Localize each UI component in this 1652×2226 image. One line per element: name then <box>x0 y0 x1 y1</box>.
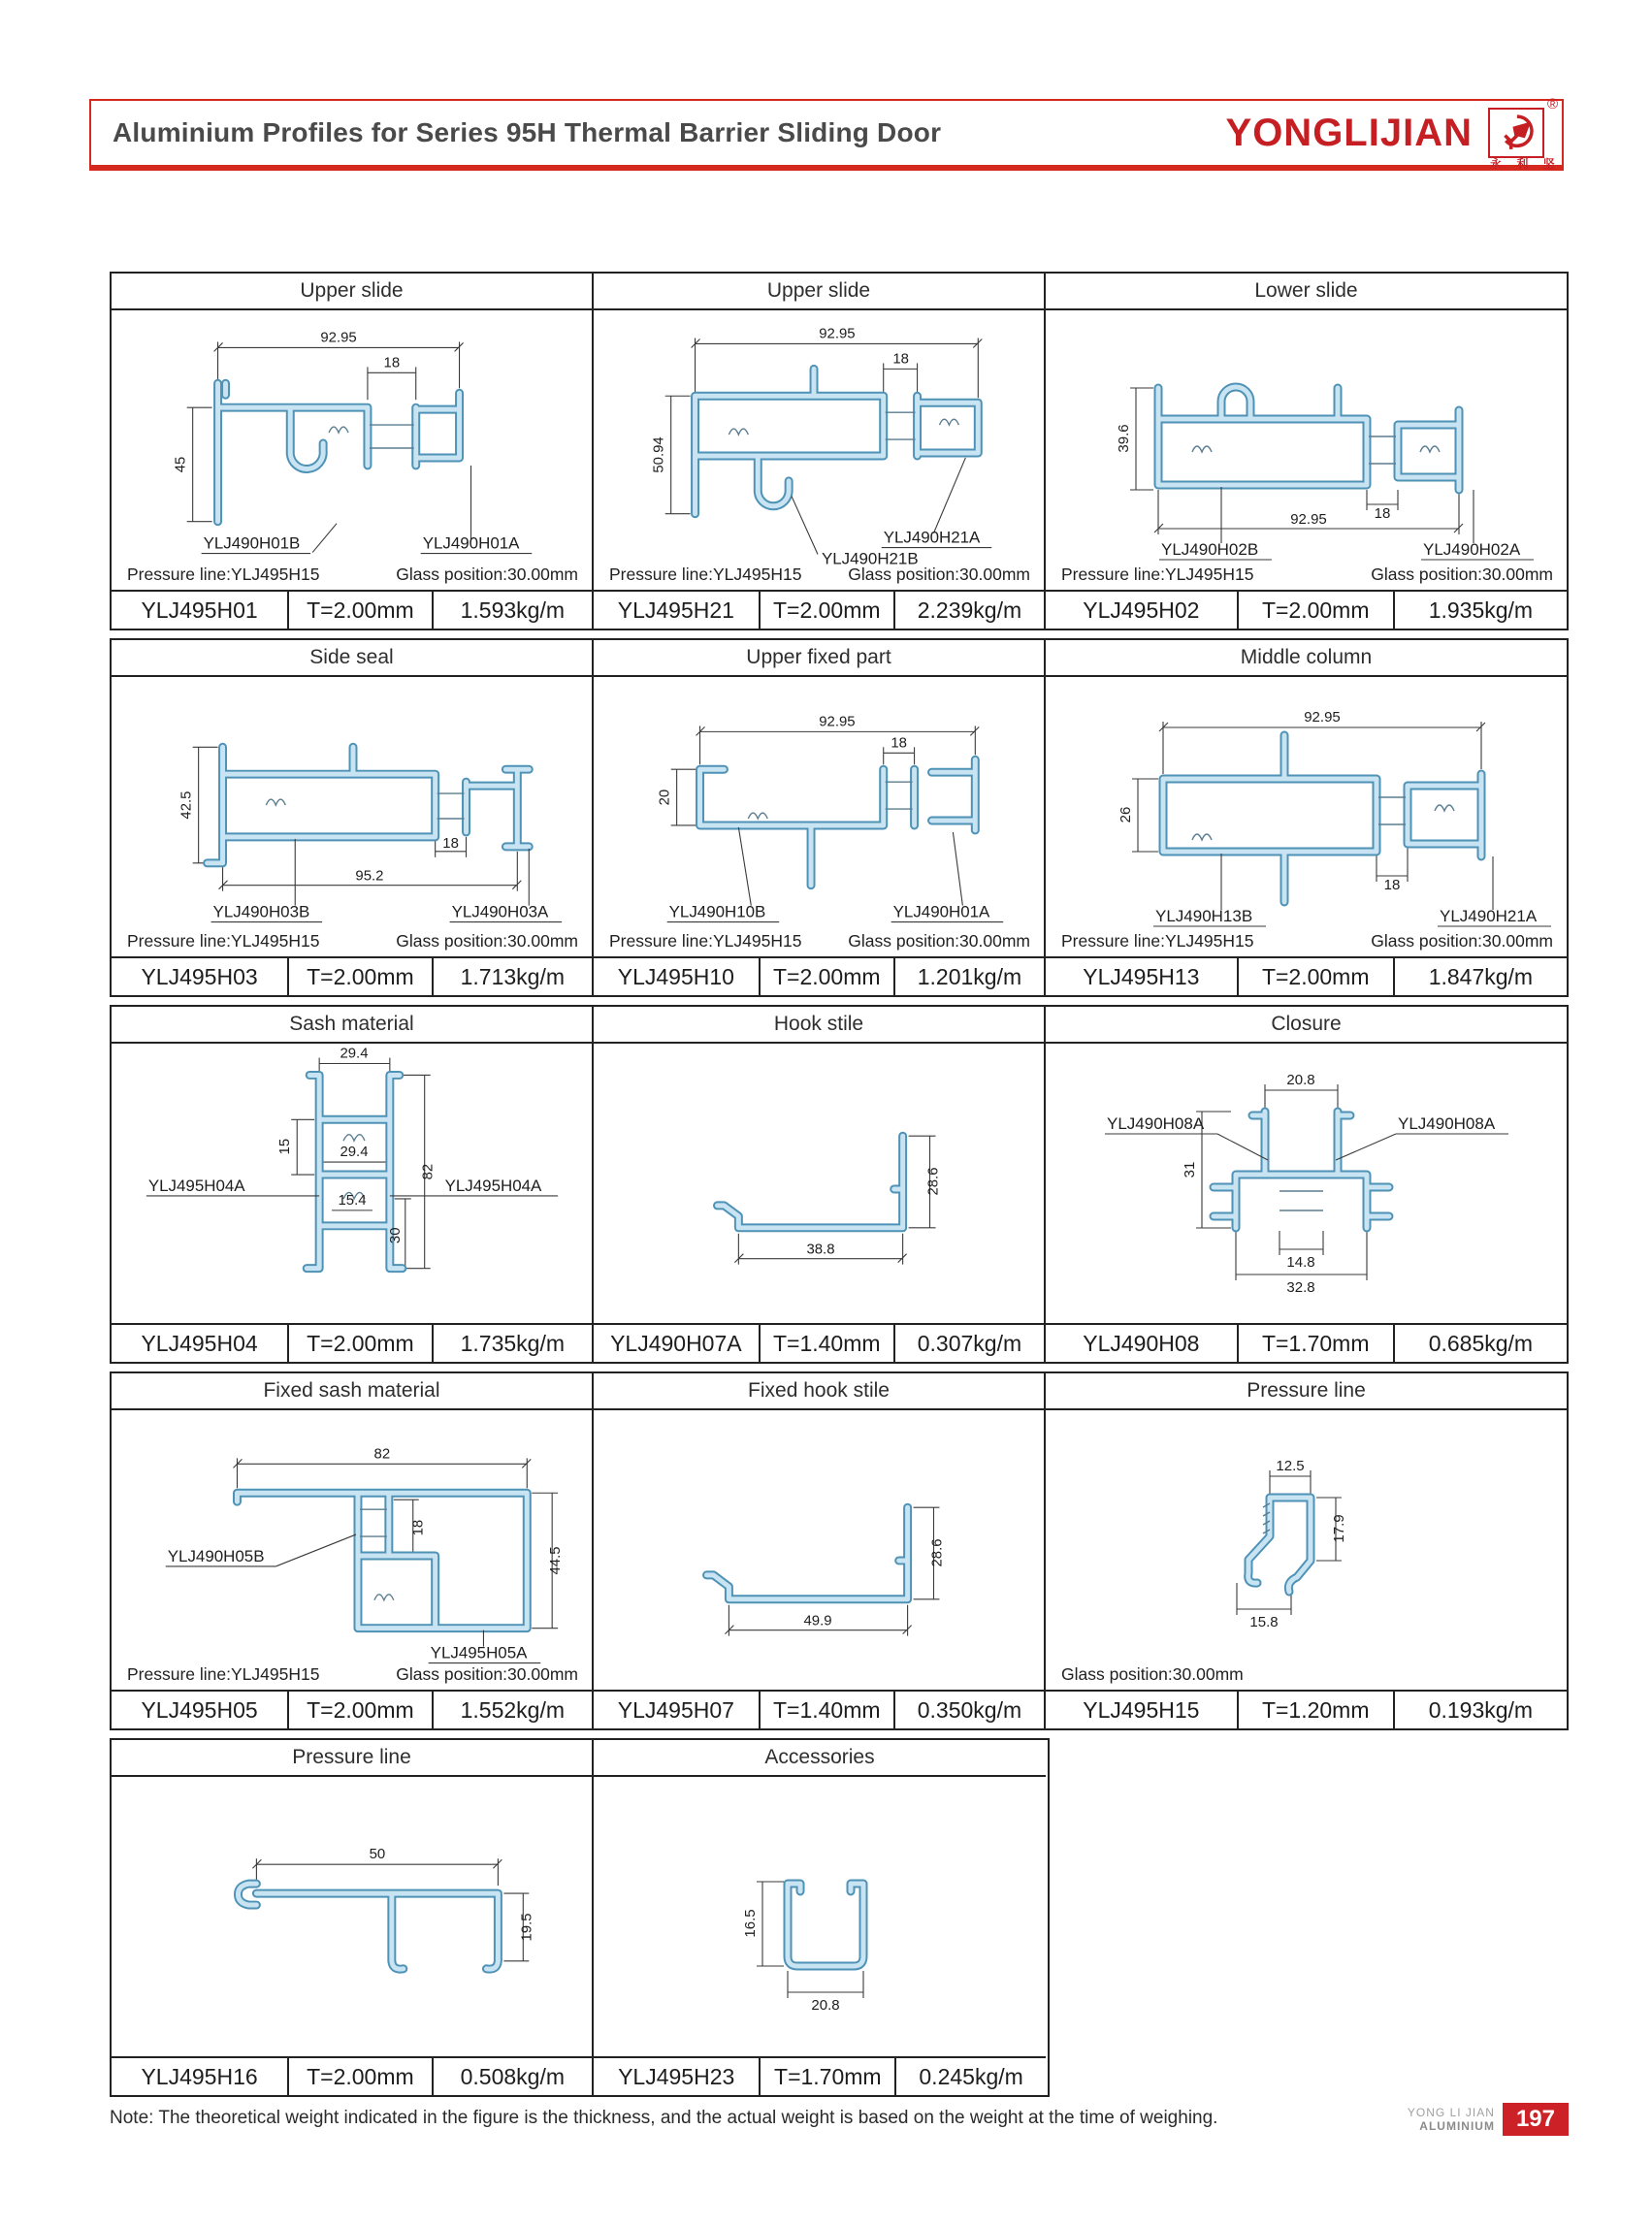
profile-thickness: T=1.70mm <box>1239 1325 1395 1362</box>
dim-gap: 18 <box>442 834 459 852</box>
dimension-lines <box>757 1882 863 1998</box>
glass-position-text: Glass position:30.00mm <box>396 565 578 584</box>
profile-weight: 0.685kg/m <box>1428 1330 1534 1356</box>
cell-title: Upper slide <box>112 274 592 310</box>
dimension-lines <box>1132 722 1485 882</box>
profile-drawing-pressure-line-h16 <box>112 1777 592 2056</box>
spec-row <box>594 1690 1044 1728</box>
cell-title: Lower slide <box>1046 274 1567 310</box>
footer-brand-line1: YONG LI JIAN <box>1407 2106 1495 2119</box>
dim-gap: 18 <box>1374 505 1391 522</box>
glass-position-text: Glass position:30.00mm <box>848 931 1030 951</box>
dim-height: 42.5 <box>178 790 195 820</box>
cell-drawing-area <box>112 1044 592 1323</box>
dim-inner: 15.4 <box>338 1191 367 1209</box>
profile-cell-ylj495h02 <box>1046 274 1567 629</box>
profile-shape <box>706 1507 907 1599</box>
dim-lower: 30 <box>386 1227 404 1244</box>
profile-thickness: T=2.00mm <box>289 1325 434 1362</box>
cell-title: Sash material <box>112 1007 592 1044</box>
page-title: Aluminium Profiles for Series 95H Thermal Barrier Sliding Door <box>113 117 942 147</box>
pressure-line-text: Pressure line:YLJ495H15 <box>609 931 802 951</box>
cell-notes <box>127 931 578 952</box>
pressure-line-text: Pressure line:YLJ495H15 <box>127 565 320 584</box>
dim-top: 12.5 <box>1276 1458 1305 1474</box>
page-header <box>89 96 1564 171</box>
glass-position-text: Glass position:30.00mm <box>396 1664 578 1684</box>
profile-thickness: T=2.00mm <box>289 958 434 995</box>
dim-width: 92.95 <box>1290 511 1327 528</box>
profile-drawing-fixed-hook-stile-h07 <box>594 1410 1044 1690</box>
dim-width: 82 <box>373 1445 391 1463</box>
dimension-lines <box>187 341 464 521</box>
dimension-lines <box>233 1458 558 1628</box>
profile-weight: 0.350kg/m <box>917 1696 1022 1723</box>
dim-height: 50.94 <box>650 436 667 473</box>
cell-drawing-area <box>594 677 1044 956</box>
page-number: 197 <box>1503 2103 1569 2136</box>
profile-cell-ylj495h05 <box>112 1373 594 1728</box>
profile-code: YLJ495H15 <box>1046 1692 1239 1728</box>
dim-left: 31 <box>1182 1161 1198 1178</box>
dim-height: 16.5 <box>742 1909 759 1938</box>
profile-row-2 <box>110 638 1569 997</box>
dim-gap: 18 <box>409 1519 427 1536</box>
spec-row <box>112 590 592 629</box>
dim-left: 15 <box>276 1138 294 1155</box>
dim-height: 45 <box>172 456 189 473</box>
dim-gap: 18 <box>383 354 401 371</box>
dim-bottom: 32.8 <box>1286 1279 1315 1296</box>
part-label-left: YLJ490H02B <box>1161 540 1259 559</box>
dimension-lines <box>665 338 983 513</box>
brand-logo-icon <box>1490 110 1542 156</box>
profile-cell-ylj495h21 <box>594 274 1046 629</box>
dim-right: 17.9 <box>1331 1514 1347 1543</box>
dim-width: 38.8 <box>806 1241 835 1258</box>
cell-notes <box>609 931 1030 952</box>
profile-code: YLJ495H23 <box>594 2058 761 2095</box>
profile-cell-ylj495h16 <box>112 1740 594 2095</box>
part-label-right: YLJ490H08A <box>1398 1114 1496 1133</box>
profile-drawing-upper-fixed-part-h10 <box>594 677 1044 956</box>
part-label-left: YLJ490H05B <box>167 1546 265 1565</box>
spec-row <box>112 2056 592 2095</box>
profile-row-4 <box>110 1371 1569 1730</box>
cell-title: Upper slide <box>594 274 1044 310</box>
profile-row-1 <box>110 272 1569 630</box>
profile-thickness: T=2.00mm <box>1239 592 1395 629</box>
profile-cell-ylj490h07a <box>594 1007 1046 1362</box>
profile-cell-ylj495h23 <box>594 1740 1046 2095</box>
profile-drawing-sash-material-h04 <box>112 1044 592 1323</box>
cell-drawing-area <box>594 310 1044 590</box>
spec-row <box>594 590 1044 629</box>
dim-height: 26 <box>1118 806 1134 823</box>
dim-gap: 18 <box>891 734 907 752</box>
profile-shape <box>788 1884 863 1966</box>
profile-weight: 1.713kg/m <box>460 963 566 989</box>
dim-mid: 29.4 <box>340 1144 369 1161</box>
cell-drawing-area <box>112 310 592 590</box>
dim-width: 92.95 <box>320 329 357 346</box>
footer-brand-line2: ALUMINIUM <box>1419 2119 1495 2133</box>
footer-brand-text <box>1408 2106 1495 2133</box>
profile-drawing-accessories-h23 <box>594 1777 1046 2056</box>
brand-logo <box>1488 96 1561 171</box>
profile-shape <box>1158 387 1459 490</box>
profile-row-3 <box>110 1005 1569 1364</box>
profile-weight: 1.735kg/m <box>460 1330 566 1356</box>
cell-title: Pressure line <box>1046 1373 1567 1410</box>
spec-row <box>594 956 1044 995</box>
dim-width: 20.8 <box>811 1997 840 2014</box>
pressure-line-text: Pressure line:YLJ495H15 <box>1061 565 1254 584</box>
dim-width: 92.95 <box>819 713 856 730</box>
spec-row <box>112 1690 592 1728</box>
glass-position-text: Glass position:30.00mm <box>1371 565 1553 584</box>
cell-title: Hook stile <box>594 1007 1044 1044</box>
profile-thickness: T=2.00mm <box>761 592 895 629</box>
cell-notes <box>609 565 1030 585</box>
profile-shape <box>700 759 976 885</box>
cell-title: Middle column <box>1046 640 1567 677</box>
profile-weight: 0.245kg/m <box>919 2063 1023 2089</box>
profile-cell-ylj495h10 <box>594 640 1046 995</box>
part-label-left: YLJ490H13B <box>1155 907 1253 925</box>
part-label-left: YLJ490H08A <box>1107 1114 1205 1133</box>
cell-notes <box>1061 1664 1553 1685</box>
profile-code: YLJ495H03 <box>112 958 289 995</box>
profile-cell-ylj495h07 <box>594 1373 1046 1728</box>
profile-weight: 1.552kg/m <box>460 1696 566 1723</box>
cell-title: Accessories <box>594 1740 1046 1777</box>
profile-cell-ylj495h13 <box>1046 640 1567 995</box>
cell-drawing-area <box>594 1044 1044 1323</box>
dim-gap: 18 <box>892 350 909 368</box>
part-label-left: YLJ490H21B <box>821 549 919 568</box>
profile-shape <box>1214 1112 1389 1228</box>
cell-drawing-area <box>1046 677 1567 956</box>
cell-drawing-area <box>1046 310 1567 590</box>
cell-title: Fixed hook stile <box>594 1373 1044 1410</box>
profile-weight: 1.201kg/m <box>917 963 1022 989</box>
profile-drawing-hook-stile-h07a <box>594 1044 1044 1323</box>
profile-row-5 <box>110 1738 1050 2097</box>
profile-thickness: T=1.70mm <box>761 2058 896 2095</box>
profile-weight: 0.193kg/m <box>1428 1696 1534 1723</box>
profile-drawing-upper-slide-h21 <box>594 310 1044 590</box>
spec-row <box>112 1323 592 1362</box>
brand-block <box>1225 96 1561 171</box>
cell-drawing-area <box>1046 1044 1567 1323</box>
dim-height: 28.6 <box>924 1167 942 1196</box>
brand-name: YONGLIJIAN <box>1225 111 1473 154</box>
part-label-right: YLJ490H03A <box>451 902 549 921</box>
profile-weight: 0.307kg/m <box>917 1330 1022 1356</box>
profile-weight: 1.847kg/m <box>1428 963 1534 989</box>
part-label-right: YLJ495H04A <box>444 1176 542 1195</box>
profile-code: YLJ495H01 <box>112 592 289 629</box>
profile-code: YLJ490H08 <box>1046 1325 1239 1362</box>
profile-shape <box>1248 1498 1311 1592</box>
profile-cell-ylj490h08 <box>1046 1007 1567 1362</box>
dim-height: 44.5 <box>547 1546 565 1575</box>
profile-thickness: T=2.00mm <box>289 1692 434 1728</box>
profile-thickness: T=1.20mm <box>1239 1692 1395 1728</box>
glass-position-text: Glass position:30.00mm <box>1061 1664 1244 1684</box>
part-label-left: YLJ490H03B <box>212 902 310 921</box>
spec-row <box>1046 1323 1567 1362</box>
profile-code: YLJ495H10 <box>594 958 761 995</box>
profile-cell-ylj495h03 <box>112 640 594 995</box>
profile-shape <box>237 1493 527 1628</box>
profile-drawing-fixed-sash-material-h05 <box>112 1410 592 1690</box>
profile-cell-ylj495h04 <box>112 1007 594 1362</box>
spec-row <box>594 2056 1046 2095</box>
part-label-left: YLJ490H01B <box>203 533 301 553</box>
profile-code: YLJ495H04 <box>112 1325 289 1362</box>
dim-top: 20.8 <box>1286 1072 1315 1088</box>
profile-code: YLJ495H13 <box>1046 958 1239 995</box>
cell-title: Fixed sash material <box>112 1373 592 1410</box>
profile-thickness: T=1.40mm <box>761 1692 895 1728</box>
cell-notes <box>127 1664 578 1685</box>
dim-width: 50 <box>369 1846 386 1863</box>
profile-drawing-side-seal-h03 <box>112 677 592 956</box>
cell-title: Side seal <box>112 640 592 677</box>
cell-drawing-area <box>112 677 592 956</box>
profile-thickness: T=2.00mm <box>289 592 434 629</box>
profile-shape <box>696 369 979 513</box>
footer-note: Note: The theoretical weight indicated in the figure is the thickness, and the actual weight is based on the weight at the time of weighing. <box>110 2108 1218 2128</box>
spec-row <box>594 1323 1044 1362</box>
part-label-right: YLJ490H01A <box>422 533 520 553</box>
profile-shape <box>208 747 530 863</box>
cell-drawing-area <box>1046 1410 1567 1690</box>
glass-position-text: Glass position:30.00mm <box>396 931 578 951</box>
profile-code: YLJ495H16 <box>112 2058 289 2095</box>
dim-gap: 18 <box>1383 877 1401 893</box>
cell-title: Upper fixed part <box>594 640 1044 677</box>
profile-weight: 2.239kg/m <box>917 597 1022 623</box>
pressure-line-text: Pressure line:YLJ495H15 <box>127 931 320 951</box>
profile-drawing-middle-column-h13 <box>1046 677 1567 956</box>
spec-row <box>1046 956 1567 995</box>
spec-row <box>1046 1690 1567 1728</box>
profile-thickness: T=2.00mm <box>1239 958 1395 995</box>
profile-thickness: T=1.40mm <box>761 1325 895 1362</box>
footer-brand <box>1408 2103 1569 2136</box>
profile-shape <box>717 1136 902 1228</box>
part-label-right: YLJ490H21A <box>883 528 981 547</box>
cell-drawing-area <box>112 1410 592 1690</box>
profile-code: YLJ490H07A <box>594 1325 761 1362</box>
dimension-lines <box>291 1058 430 1269</box>
cell-drawing-area <box>594 1410 1044 1690</box>
profile-shape <box>1163 735 1481 902</box>
cell-drawing-area <box>112 1777 592 2056</box>
profile-code: YLJ495H07 <box>594 1692 761 1728</box>
part-label-right: YLJ490H02A <box>1423 540 1521 559</box>
spec-row <box>112 956 592 995</box>
profile-cell-ylj495h15 <box>1046 1373 1567 1728</box>
pressure-line-text: Pressure line:YLJ495H15 <box>1061 931 1254 951</box>
profile-cell-ylj495h01 <box>112 274 594 629</box>
profile-shape <box>238 1884 498 1969</box>
dim-height: 28.6 <box>928 1538 946 1567</box>
cell-drawing-area <box>594 1777 1046 2056</box>
cell-notes <box>127 565 578 585</box>
part-label-right: YLJ490H21A <box>1440 907 1538 925</box>
dim-height: 20 <box>656 789 673 806</box>
profile-weight: 1.593kg/m <box>460 597 566 623</box>
glass-position-text: Glass position:30.00mm <box>1371 931 1553 951</box>
glass-position-text: Glass position:30.00mm <box>848 565 1030 584</box>
profile-drawing-closure-h08 <box>1046 1044 1567 1323</box>
profile-code: YLJ495H02 <box>1046 592 1239 629</box>
dim-width: 92.95 <box>819 325 856 342</box>
cell-title: Pressure line <box>112 1740 592 1777</box>
dim-top: 29.4 <box>340 1045 369 1062</box>
part-label-left: YLJ490H10B <box>668 902 766 921</box>
profile-thickness: T=2.00mm <box>289 2058 434 2095</box>
pressure-line-text: Pressure line:YLJ495H15 <box>127 1664 320 1684</box>
profile-shape <box>218 383 460 521</box>
profile-code: YLJ495H21 <box>594 592 761 629</box>
dim-width: 92.95 <box>1304 709 1341 726</box>
part-label-right: YLJ495H05A <box>430 1643 528 1662</box>
profile-weight: 0.508kg/m <box>460 2063 566 2089</box>
profile-drawing-lower-slide-h02 <box>1046 310 1567 590</box>
brand-chinese: 永 利 坚 <box>1490 157 1561 171</box>
profile-weight: 1.935kg/m <box>1428 597 1534 623</box>
dim-height: 39.6 <box>1116 424 1132 453</box>
part-label-right: YLJ490H01A <box>892 902 990 921</box>
profile-code: YLJ495H05 <box>112 1692 289 1728</box>
part-label-left: YLJ495H04A <box>147 1176 245 1195</box>
dim-width: 95.2 <box>355 867 384 885</box>
spec-row <box>1046 590 1567 629</box>
pressure-line-text: Pressure line:YLJ495H15 <box>609 565 802 584</box>
profile-thickness: T=2.00mm <box>761 958 895 995</box>
dim-height: 19.5 <box>518 1913 535 1942</box>
dim-bottom: 15.8 <box>1249 1614 1279 1630</box>
profile-drawing-pressure-line-h15 <box>1046 1410 1567 1690</box>
profile-drawing-upper-slide-h01 <box>112 310 592 590</box>
cell-notes <box>1061 931 1553 952</box>
dim-width: 49.9 <box>803 1612 832 1629</box>
registered-mark: ® <box>1546 96 1558 113</box>
cell-notes <box>1061 565 1553 585</box>
dim-right: 82 <box>419 1163 437 1180</box>
cell-title: Closure <box>1046 1007 1567 1044</box>
dim-inner: 14.8 <box>1286 1254 1315 1271</box>
